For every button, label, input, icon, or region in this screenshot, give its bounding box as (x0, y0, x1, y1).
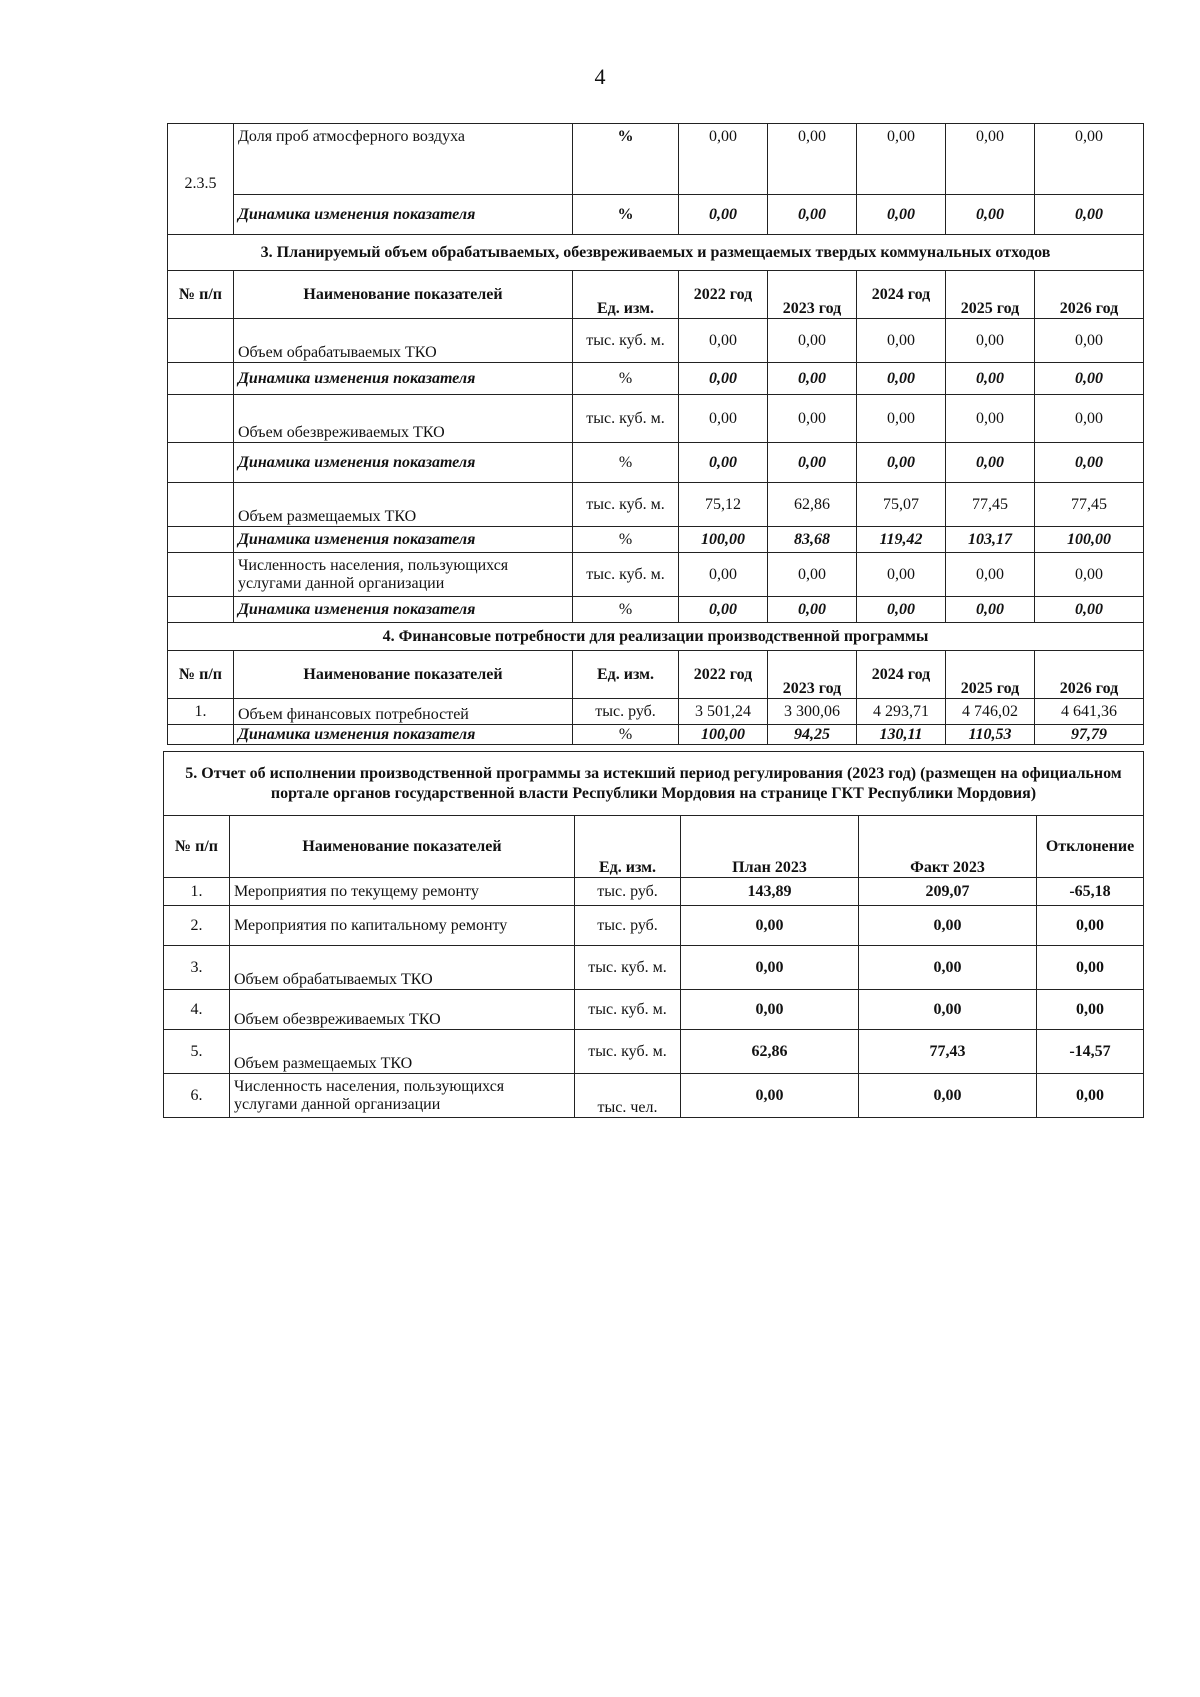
table-row (168, 363, 1144, 395)
header-num: № п/п (168, 651, 234, 699)
header-2026: 2026 год (1035, 651, 1144, 699)
value-2024: 75,07 (857, 483, 946, 527)
indicator-name: Объем финансовых потребностей (234, 699, 573, 725)
indicator-name: Динамика изменения показателя (234, 527, 573, 553)
unit: % (573, 725, 679, 745)
value-2026: 4 641,36 (1035, 699, 1144, 725)
table-row (168, 483, 1144, 527)
indicator-name: Динамика изменения показателя (234, 443, 573, 483)
value-2022: 0,00 (679, 597, 768, 623)
unit: тыс. куб. м. (575, 990, 681, 1030)
indicator-name: Доля проб атмосферного воздуха (234, 124, 573, 195)
row-number: 2. (164, 906, 230, 946)
value-2026: 0,00 (1035, 597, 1144, 623)
value-2026: 0,00 (1035, 443, 1144, 483)
header-unit: Ед. изм. (573, 651, 679, 699)
row-number-empty (168, 363, 234, 395)
header-2024: 2024 год (857, 651, 946, 699)
indicator-name: Динамика изменения показателя (234, 597, 573, 623)
indicator-name: Объем обрабатываемых ТКО (230, 946, 575, 990)
value-2024: 130,11 (857, 725, 946, 745)
row-number: 1. (164, 878, 230, 906)
table-row (164, 906, 1144, 946)
fact-value: 0,00 (859, 990, 1037, 1030)
table-row (164, 946, 1144, 990)
section-title-row (164, 752, 1144, 816)
value-2025: 4 746,02 (946, 699, 1035, 725)
value-2026: 0,00 (1035, 395, 1144, 443)
table-row (168, 443, 1144, 483)
header-name: Наименование показателей (234, 651, 573, 699)
plan-value: 62,86 (681, 1030, 859, 1074)
value-2026: 0,00 (1035, 553, 1144, 597)
indicator-name: Объем размещаемых ТКО (230, 1030, 575, 1074)
deviation-value: -65,18 (1037, 878, 1144, 906)
unit: % (573, 363, 679, 395)
unit: тыс. руб. (573, 699, 679, 725)
value-2026: 0,00 (1035, 195, 1144, 235)
table-row (168, 553, 1144, 597)
value-2025: 0,00 (946, 395, 1035, 443)
fact-value: 0,00 (859, 906, 1037, 946)
header-num: № п/п (168, 271, 234, 319)
plan-value: 0,00 (681, 990, 859, 1030)
unit: тыс. куб. м. (575, 1030, 681, 1074)
row-number: 4. (164, 990, 230, 1030)
unit: тыс. чел. (575, 1074, 681, 1118)
header-2025: 2025 год (946, 271, 1035, 319)
header-2025: 2025 год (946, 651, 1035, 699)
table-row (168, 597, 1144, 623)
header-row (168, 271, 1144, 319)
table-row (168, 699, 1144, 725)
value-2024: 0,00 (857, 319, 946, 363)
header-deviation: Отклонение (1037, 816, 1144, 878)
value-2022: 0,00 (679, 319, 768, 363)
plan-value: 0,00 (681, 1074, 859, 1118)
indicator-name: Численность населения, пользующихся услугами данной организации (234, 553, 573, 597)
value-2025: 0,00 (946, 553, 1035, 597)
value-2026: 0,00 (1035, 319, 1144, 363)
value-2024: 0,00 (857, 195, 946, 235)
indicators-table (167, 123, 1144, 745)
indicator-name: Численность населения, пользующихся услугами данной организации (230, 1074, 575, 1118)
header-row (168, 651, 1144, 699)
value-2024: 0,00 (857, 363, 946, 395)
value-2025: 0,00 (946, 195, 1035, 235)
indicator-name: Динамика изменения показателя (234, 195, 573, 235)
unit: тыс. куб. м. (573, 483, 679, 527)
value-2023: 0,00 (768, 195, 857, 235)
section-5-title: 5. Отчет об исполнении производственной программы за истекший период регулирования (2023 год) (размещен на официальном портале органов государственной власти Республики Мордовия на странице ГКТ Республики Мордовия) (164, 752, 1144, 816)
row-number-empty (168, 725, 234, 745)
value-2023: 62,86 (768, 483, 857, 527)
header-unit: Ед. изм. (575, 816, 681, 878)
value-2023: 0,00 (768, 597, 857, 623)
header-plan: План 2023 (681, 816, 859, 878)
fact-value: 209,07 (859, 878, 1037, 906)
value-2022: 0,00 (679, 395, 768, 443)
section-4-title: 4. Финансовые потребности для реализации производственной программы (168, 623, 1144, 651)
unit: тыс. куб. м. (573, 553, 679, 597)
header-name: Наименование показателей (234, 271, 573, 319)
deviation-value: 0,00 (1037, 1074, 1144, 1118)
deviation-value: 0,00 (1037, 990, 1144, 1030)
row-number-empty (168, 443, 234, 483)
plan-value: 143,89 (681, 878, 859, 906)
indicator-name: Объем обезвреживаемых ТКО (234, 395, 573, 443)
value-2022: 0,00 (679, 553, 768, 597)
value-2023: 83,68 (768, 527, 857, 553)
section-title-row (168, 623, 1144, 651)
row-number: 3. (164, 946, 230, 990)
unit: тыс. руб. (575, 906, 681, 946)
report-table (163, 751, 1144, 1118)
table-row (168, 725, 1144, 745)
value-2025: 0,00 (946, 124, 1035, 195)
value-2022: 3 501,24 (679, 699, 768, 725)
value-2025: 110,53 (946, 725, 1035, 745)
value-2022: 100,00 (679, 725, 768, 745)
table-row (168, 395, 1144, 443)
value-2025: 0,00 (946, 597, 1035, 623)
table-row (164, 990, 1144, 1030)
table-row (164, 878, 1144, 906)
row-number: 2.3.5 (168, 124, 234, 235)
indicator-name: Объем обезвреживаемых ТКО (230, 990, 575, 1030)
value-2026: 100,00 (1035, 527, 1144, 553)
unit: % (573, 124, 679, 195)
value-2023: 0,00 (768, 443, 857, 483)
value-2025: 0,00 (946, 319, 1035, 363)
value-2024: 4 293,71 (857, 699, 946, 725)
value-2025: 103,17 (946, 527, 1035, 553)
header-name: Наименование показателей (230, 816, 575, 878)
table-row (164, 1030, 1144, 1074)
value-2022: 0,00 (679, 195, 768, 235)
value-2022: 0,00 (679, 124, 768, 195)
table-row (164, 1074, 1144, 1118)
indicator-name: Динамика изменения показателя (234, 363, 573, 395)
value-2025: 0,00 (946, 443, 1035, 483)
value-2025: 0,00 (946, 363, 1035, 395)
page-number: 4 (594, 64, 606, 89)
value-2026: 0,00 (1035, 363, 1144, 395)
value-2023: 0,00 (768, 395, 857, 443)
value-2023: 0,00 (768, 124, 857, 195)
value-2024: 0,00 (857, 553, 946, 597)
unit: % (573, 195, 679, 235)
table-row (168, 195, 1144, 235)
header-row (164, 816, 1144, 878)
value-2023: 0,00 (768, 553, 857, 597)
section-title-row (168, 235, 1144, 271)
indicator-name: Объем размещаемых ТКО (234, 483, 573, 527)
header-unit: Ед. изм. (573, 271, 679, 319)
row-number: 1. (168, 699, 234, 725)
header-num: № п/п (164, 816, 230, 878)
deviation-value: 0,00 (1037, 906, 1144, 946)
indicator-name: Объем обрабатываемых ТКО (234, 319, 573, 363)
row-number-empty (168, 319, 234, 363)
table-row (168, 527, 1144, 553)
header-2022: 2022 год (679, 651, 768, 699)
value-2022: 0,00 (679, 443, 768, 483)
row-number-empty (168, 597, 234, 623)
deviation-value: 0,00 (1037, 946, 1144, 990)
value-2023: 3 300,06 (768, 699, 857, 725)
header-2022: 2022 год (679, 271, 768, 319)
value-2022: 75,12 (679, 483, 768, 527)
unit: % (573, 527, 679, 553)
plan-value: 0,00 (681, 946, 859, 990)
header-2026: 2026 год (1035, 271, 1144, 319)
header-fact: Факт 2023 (859, 816, 1037, 878)
indicator-name: Мероприятия по капитальному ремонту (230, 906, 575, 946)
value-2023: 94,25 (768, 725, 857, 745)
header-2023: 2023 год (768, 271, 857, 319)
row-number: 6. (164, 1074, 230, 1118)
fact-value: 0,00 (859, 1074, 1037, 1118)
value-2024: 119,42 (857, 527, 946, 553)
value-2024: 0,00 (857, 443, 946, 483)
row-number-empty (168, 395, 234, 443)
fact-value: 0,00 (859, 946, 1037, 990)
value-2022: 100,00 (679, 527, 768, 553)
indicator-name: Динамика изменения показателя (234, 725, 573, 745)
unit: % (573, 597, 679, 623)
header-2024: 2024 год (857, 271, 946, 319)
row-number: 5. (164, 1030, 230, 1074)
value-2024: 0,00 (857, 395, 946, 443)
value-2026: 97,79 (1035, 725, 1144, 745)
value-2024: 0,00 (857, 597, 946, 623)
value-2023: 0,00 (768, 363, 857, 395)
table-row (168, 319, 1144, 363)
row-number-empty (168, 483, 234, 527)
value-2026: 77,45 (1035, 483, 1144, 527)
row-number-empty (168, 553, 234, 597)
indicator-name: Мероприятия по текущему ремонту (230, 878, 575, 906)
unit: тыс. куб. м. (573, 319, 679, 363)
plan-value: 0,00 (681, 906, 859, 946)
value-2023: 0,00 (768, 319, 857, 363)
value-2024: 0,00 (857, 124, 946, 195)
value-2026: 0,00 (1035, 124, 1144, 195)
deviation-value: -14,57 (1037, 1030, 1144, 1074)
value-2022: 0,00 (679, 363, 768, 395)
row-number-empty (168, 527, 234, 553)
unit: % (573, 443, 679, 483)
table-row (168, 124, 1144, 195)
unit: тыс. руб. (575, 878, 681, 906)
fact-value: 77,43 (859, 1030, 1037, 1074)
value-2025: 77,45 (946, 483, 1035, 527)
header-2023: 2023 год (768, 651, 857, 699)
unit: тыс. куб. м. (575, 946, 681, 990)
section-3-title: 3. Планируемый объем обрабатываемых, обезвреживаемых и размещаемых твердых коммунальных отходов (168, 235, 1144, 271)
unit: тыс. куб. м. (573, 395, 679, 443)
